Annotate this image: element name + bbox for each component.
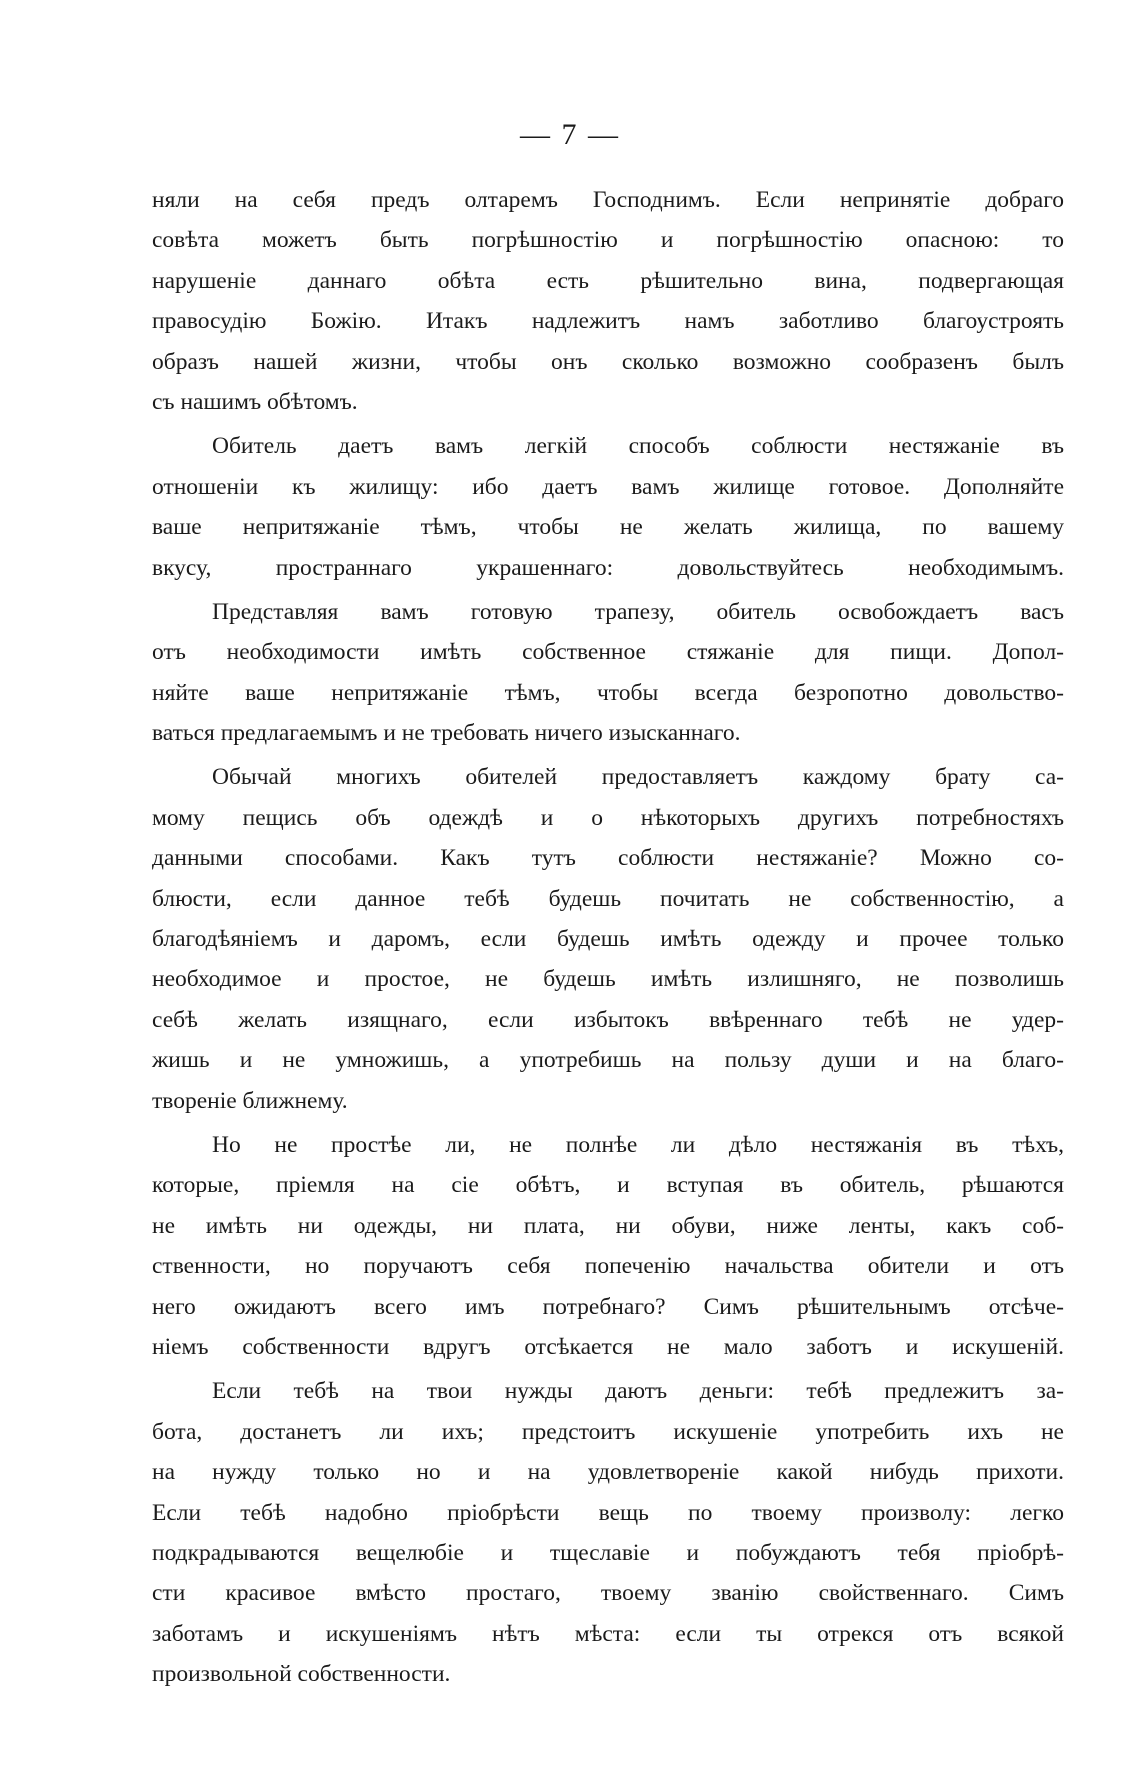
text-line: не имѣть ни одежды, ни плата, ни обуви, ниже ленты, какъ соб- [152, 1212, 1064, 1239]
paragraph [152, 180, 1064, 422]
text-line: вкусу, пространнаго украшеннаго: довольствуйтесь необходимымъ. [152, 554, 1064, 581]
text-line: заботамъ и искушеніямъ нѣтъ мѣста: если ты отрекся отъ всякой [152, 1620, 1064, 1647]
text-line: благодѣяніемъ и даромъ, если будешь имѣть одежду и прочее только [152, 926, 1064, 953]
text-line: произвольной собственности. [152, 1661, 451, 1688]
paragraph [152, 1125, 1064, 1367]
text-body [152, 180, 1064, 1694]
text-line: Представляя вамъ готовую трапезу, обитель освобождаетъ васъ [212, 598, 1064, 625]
text-line: необходимое и простое, не будешь имѣть излишняго, не позволишь [152, 966, 1064, 993]
text-line: Если тебѣ надобно пріобрѣсти вещь по твоему произволу: легко [152, 1499, 1064, 1526]
text-line: нарушеніе даннаго обѣта есть рѣшительно вина, подвергающая [152, 267, 1064, 294]
text-line: Если тебѣ на твои нужды даютъ деньги: тебѣ предлежитъ за- [212, 1378, 1064, 1405]
paragraph [152, 426, 1064, 588]
text-line: подкрадываются вещелюбіе и тщеславіе и побуждаютъ тебя пріобрѣ- [152, 1539, 1064, 1566]
text-line: ніемъ собственности вдругъ отсѣкается не мало заботъ и искушеній. [152, 1333, 1064, 1360]
text-line: ственности, но поручаютъ себя попеченію начальства обители и отъ [152, 1253, 1064, 1280]
text-line: бота, достанетъ ли ихъ; предстоитъ искушеніе употребить ихъ не [152, 1418, 1064, 1445]
text-line: на нужду только но и на удовлетвореніе какой нибудь прихоти. [152, 1459, 1064, 1486]
text-line: отъ необходимости имѣть собственное стяжаніе для пищи. Допол- [152, 639, 1064, 666]
text-line: Обитель даетъ вамъ легкій способъ соблюсти нестяжаніе въ [212, 433, 1064, 460]
text-line: блюсти, если данное тебѣ будешь почитать не собственностію, а [152, 885, 1064, 912]
text-line: ваше непритяжаніе тѣмъ, чтобы не желать жилища, по вашему [152, 514, 1064, 541]
text-line: жишь и не умножишь, а употребишь на пользу души и на благо- [152, 1047, 1064, 1074]
paragraph [152, 757, 1064, 1121]
paragraph [152, 1371, 1064, 1694]
text-line: Но не простѣе ли, не полнѣе ли дѣло нестяжанія въ тѣхъ, [212, 1131, 1064, 1158]
text-line: совѣта можетъ быть погрѣшностію и погрѣшностію опасною: то [152, 227, 1064, 254]
text-line: правосудію Божію. Итакъ надлежитъ намъ заботливо благоустроять [152, 308, 1064, 335]
text-line: отношеніи къ жилищу: ибо даетъ вамъ жилище готовое. Дополняйте [152, 473, 1064, 500]
text-line: твореніе ближнему. [152, 1087, 348, 1114]
text-line: данными способами. Какъ тутъ соблюсти нестяжаніе? Можно со- [152, 845, 1064, 872]
text-line: образъ нашей жизни, чтобы онъ сколько возможно сообразенъ былъ [152, 348, 1064, 375]
paragraph [152, 592, 1064, 754]
text-line: Обычай многихъ обителей предоставляетъ каждому брату са- [212, 764, 1064, 791]
text-line: ваться предлагаемымъ и не требовать ничего изысканнаго. [152, 720, 741, 747]
text-line: сти красивое вмѣсто простаго, твоему званію свойственнаго. Симъ [152, 1580, 1064, 1607]
page-number: — 7 — [520, 118, 620, 151]
text-line: него ожидаютъ всего имъ потребнаго? Симъ рѣшительнымъ отсѣче- [152, 1293, 1064, 1320]
text-line: няйте ваше непритяжаніе тѣмъ, чтобы всегда безропотно довольство- [152, 679, 1064, 706]
text-line: себѣ желать изящнаго, если избытокъ ввѣреннаго тебѣ не удер- [152, 1006, 1064, 1033]
text-line: мому пещись объ одеждѣ и о нѣкоторыхъ другихъ потребностяхъ [152, 804, 1064, 831]
text-line: няли на себя предъ олтаремъ Господнимъ. Если непринятіе добраго [152, 187, 1064, 213]
text-line: съ нашимъ обѣтомъ. [152, 388, 358, 415]
text-line: которые, пріемля на сіе обѣтъ, и вступая въ обитель, рѣшаются [152, 1172, 1064, 1199]
